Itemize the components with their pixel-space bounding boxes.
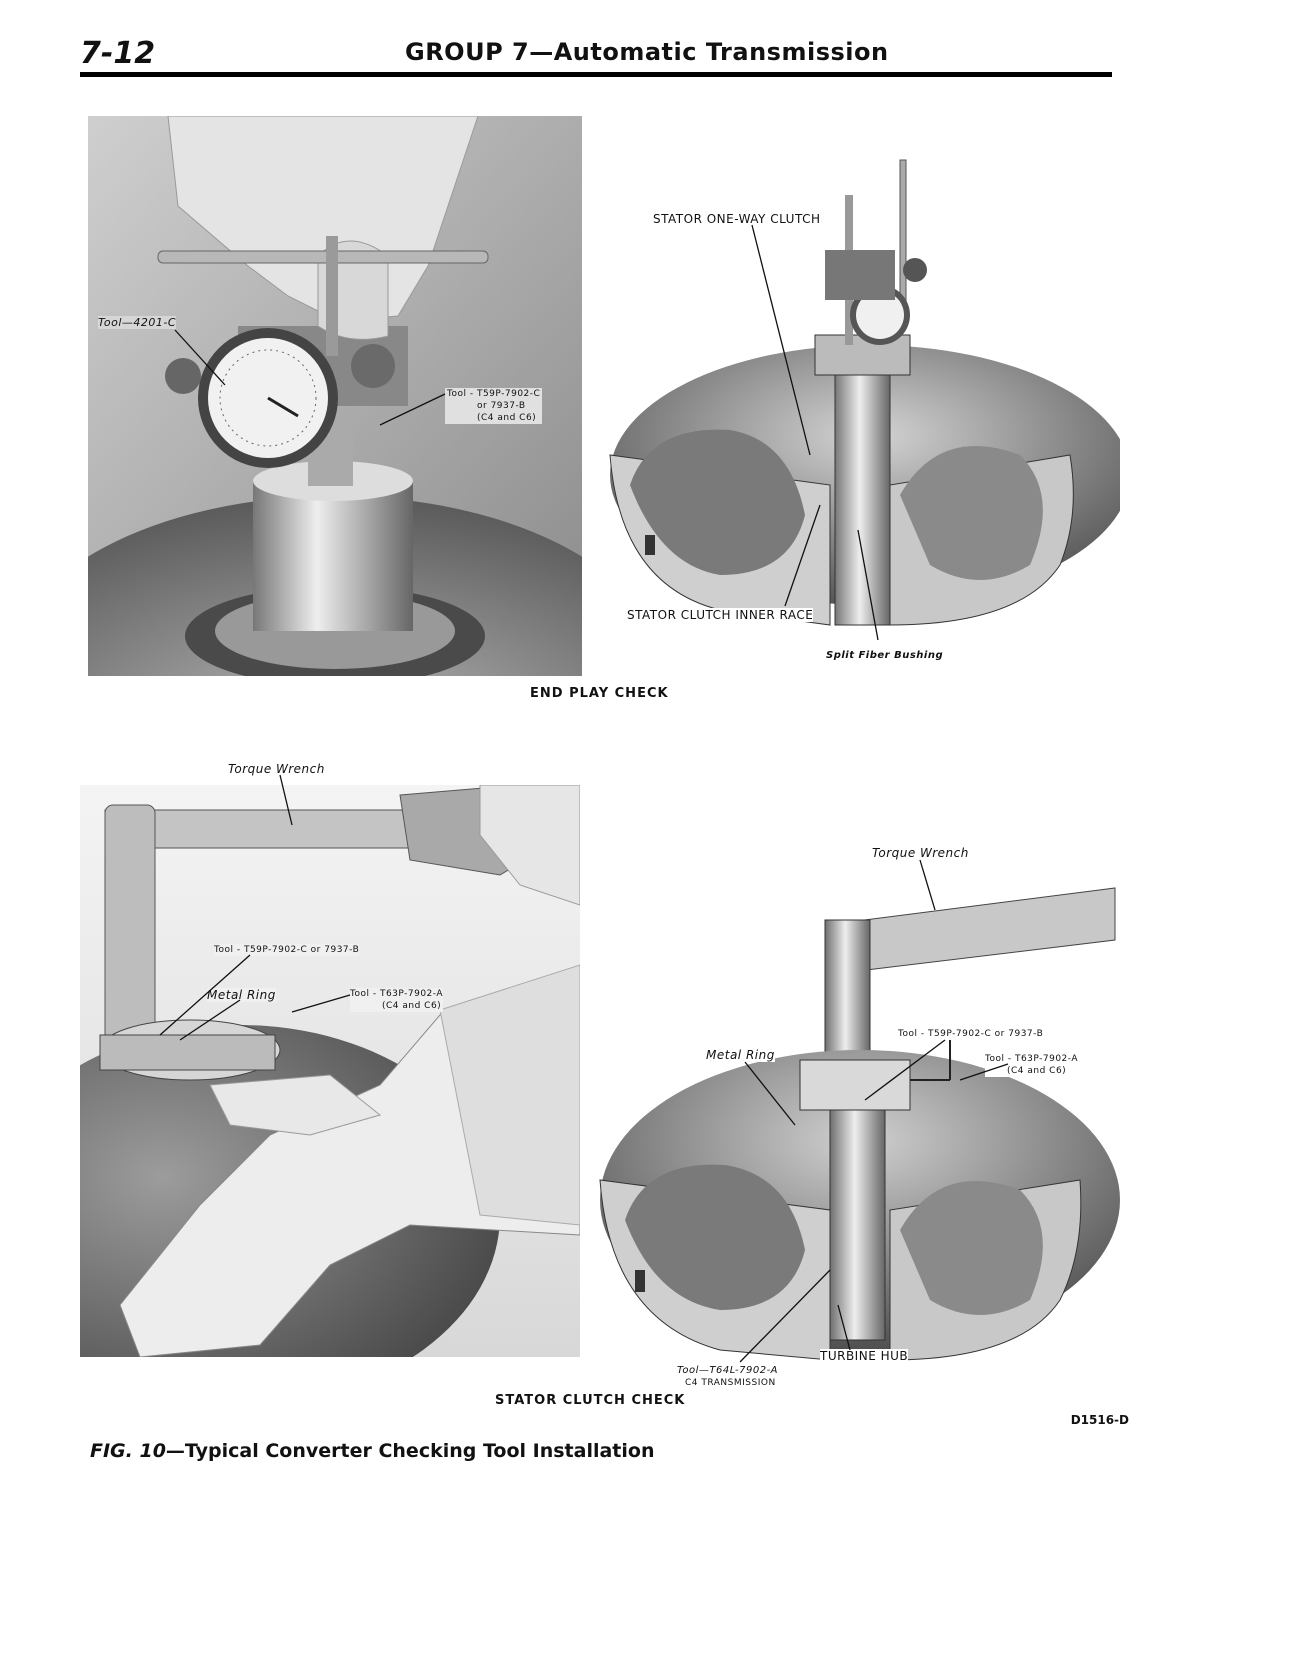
label-tool-t63p-photo-line2: (C4 and C6) — [382, 1001, 442, 1011]
label-metal-ring-photo: Metal Ring — [207, 988, 276, 1002]
page-title: GROUP 7—Automatic Transmission — [405, 38, 889, 66]
label-tool-t59p-photo: Tool - T59P-7902-C or 7937-B — [214, 945, 360, 955]
label-tool-t59p-line3: (C4 and C6) — [477, 413, 537, 423]
figure-caption-text: —Typical Converter Checking Tool Installation — [165, 1440, 655, 1462]
figure-caption — [90, 1440, 654, 1462]
label-tool-t59p-diagram: Tool - T59P-7902-C or 7937-B — [898, 1029, 1044, 1039]
page-number: 7-12 — [80, 36, 156, 71]
label-tool-t64l-line1: Tool—T64L-7902-A — [677, 1365, 779, 1376]
label-stator-clutch-inner-race: STATOR CLUTCH INNER RACE — [627, 608, 814, 622]
label-tool-t59p-line2: or 7937-B — [477, 401, 526, 411]
label-torque-wrench-photo: Torque Wrench — [228, 762, 325, 776]
label-metal-ring-diagram: Metal Ring — [706, 1048, 775, 1062]
label-turbine-hub: TURBINE HUB — [820, 1349, 909, 1363]
label-tool-t63p-diagram-line2: (C4 and C6) — [1007, 1066, 1067, 1076]
label-tool-t63p-diagram-line1: Tool - T63P-7902-A — [985, 1054, 1078, 1064]
label-torque-wrench-diagram: Torque Wrench — [872, 846, 969, 860]
label-tool-4201: Tool—4201-C — [98, 316, 177, 329]
figure-number: FIG. 10 — [90, 1440, 166, 1462]
label-split-fiber-bushing: Split Fiber Bushing — [826, 650, 944, 661]
caption-stator-clutch-check: STATOR CLUTCH CHECK — [495, 1393, 686, 1408]
figure-code: D1516-D — [1070, 1413, 1129, 1427]
caption-end-play-check: END PLAY CHECK — [530, 686, 669, 701]
label-tool-t59p-line1: Tool - T59P-7902-C — [447, 389, 541, 399]
label-tool-t63p-photo-line1: Tool - T63P-7902-A — [350, 989, 443, 999]
label-stator-one-way-clutch: STATOR ONE-WAY CLUTCH — [653, 212, 821, 226]
label-tool-t64l-line2: C4 TRANSMISSION — [685, 1378, 776, 1388]
